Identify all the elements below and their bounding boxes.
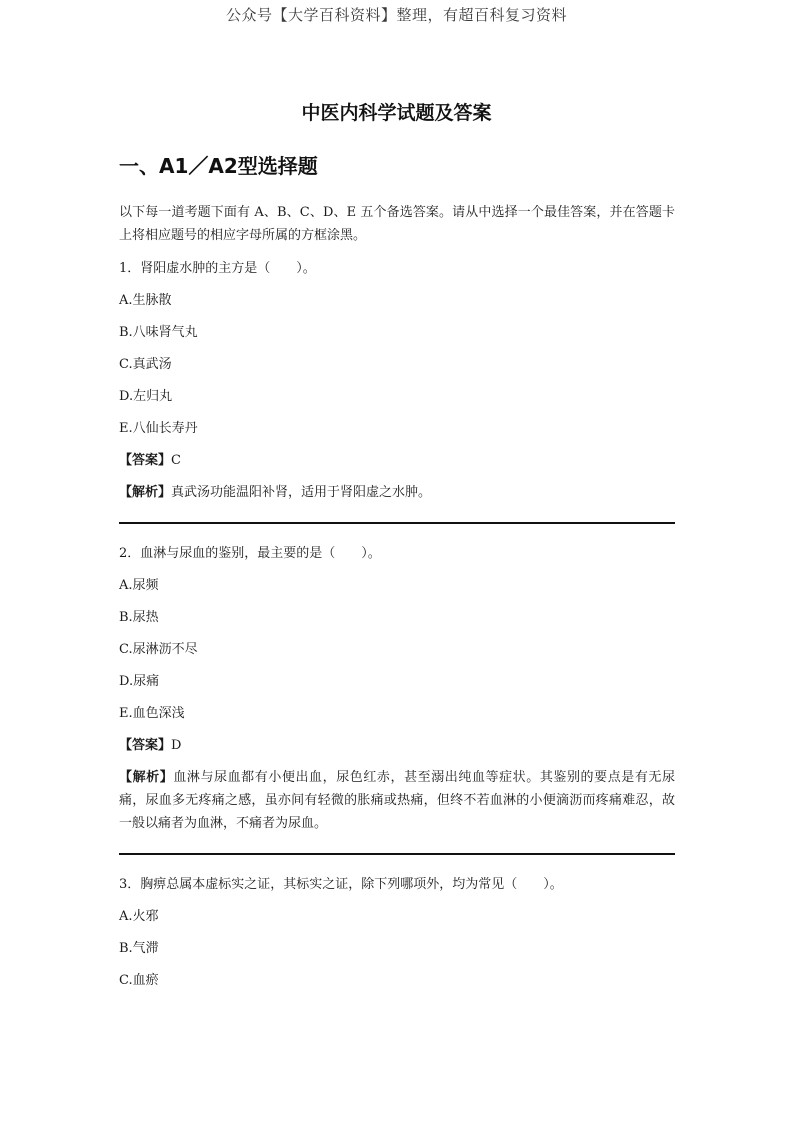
section-heading: 一、A1／A2型选择题 [119, 154, 318, 178]
answer-value: C [171, 453, 181, 468]
question-stem: 2．血淋与尿血的鉴别，最主要的是（ ）。 [119, 546, 381, 561]
question-block [119, 542, 675, 835]
option-b: B.八味肾气丸 [119, 325, 198, 340]
analysis-text: 血淋与尿血都有小便出血，尿色红赤，甚至溺出纯血等症状。其鉴别的要点是有无尿痛，尿血多无疼痛之感，虽亦间有轻微的胀痛或热痛，但终不若血淋的小便滴沥而疼痛难忍，故一般以痛者为血淋，不痛者为尿血。 [119, 770, 675, 831]
option-e: E.血色深浅 [119, 706, 185, 721]
analysis-label: 【解析】 [119, 770, 174, 785]
option-a: A.生脉散 [119, 293, 172, 308]
analysis-line [119, 481, 675, 504]
question-block [119, 873, 675, 992]
option-c: C.尿淋沥不尽 [119, 642, 198, 657]
option-d: D.尿痛 [119, 674, 160, 689]
answer-line [119, 449, 675, 472]
option-b: B.尿热 [119, 610, 159, 625]
document-content [119, 201, 675, 1001]
answer-line [119, 734, 675, 757]
analysis-line [119, 766, 675, 835]
answer-label: 【答案】 [119, 738, 172, 753]
option-d: D.左归丸 [119, 389, 173, 404]
header-watermark: 公众号【大学百科资料】整理，有超百科复习资料 [225, 6, 567, 24]
analysis-text: 真武汤功能温阳补肾，适用于肾阳虚之水肿。 [171, 485, 432, 500]
option-b: B.气滞 [119, 941, 159, 956]
question-stem: 1．肾阳虚水肿的主方是（ ）。 [119, 261, 316, 276]
document-title: 中医内科学试题及答案 [301, 102, 492, 124]
analysis-label: 【解析】 [119, 485, 172, 500]
option-e: E.八仙长寿丹 [119, 421, 198, 436]
option-a: A.火邪 [119, 909, 159, 924]
answer-value: D [171, 738, 182, 753]
question-stem: 3．胸痹总属本虚标实之证，其标实之证，除下列哪项外，均为常见（ ）。 [119, 877, 563, 892]
question-divider [119, 853, 675, 855]
option-c: C.真武汤 [119, 357, 172, 372]
option-c: C.血瘀 [119, 973, 159, 988]
option-a: A.尿频 [119, 578, 159, 593]
question-divider [119, 522, 675, 524]
answer-label: 【答案】 [119, 453, 172, 468]
instructions-paragraph: 以下每一道考题下面有 A、B、C、D、E 五个备选答案。请从中选择一个最佳答案，并在答题卡上将相应题号的相应字母所属的方框涂黑。 [119, 205, 675, 243]
question-block [119, 257, 675, 504]
